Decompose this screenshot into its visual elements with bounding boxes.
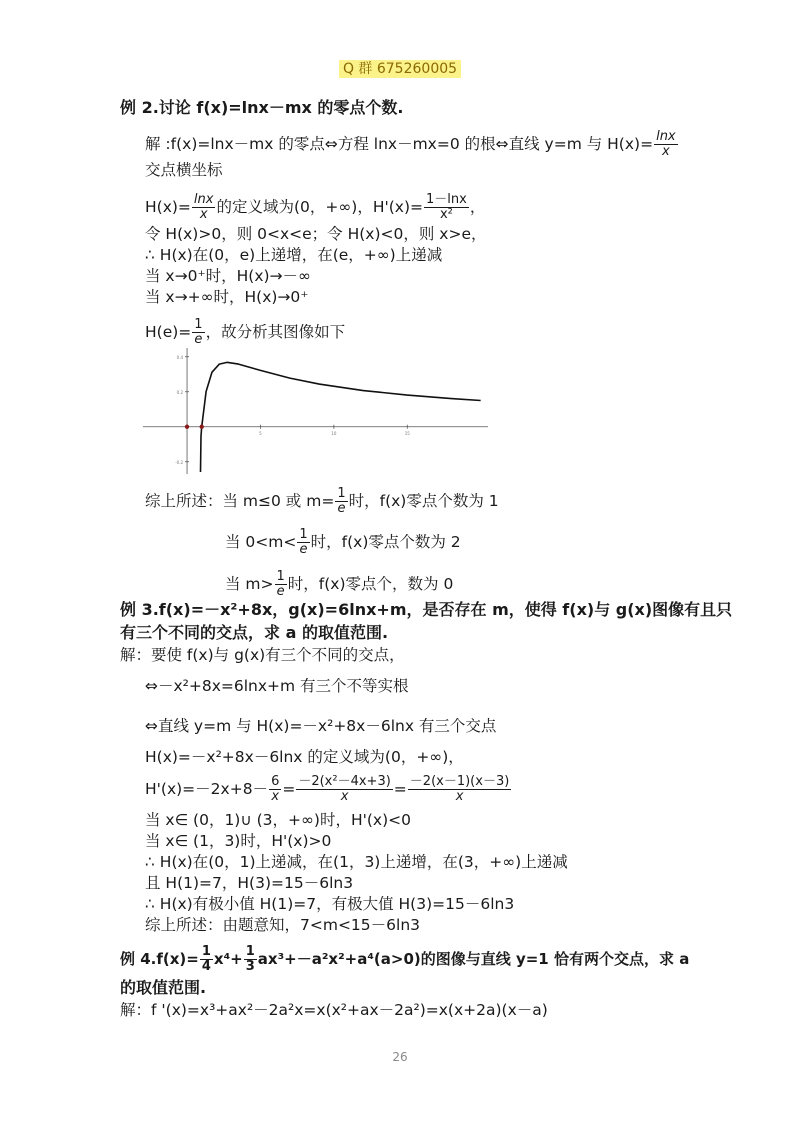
ex3-title-line1: 例 3.f(x)=－x²+8x，g(x)=6lnx+m，是否存在 m，使得 f(x)与 g(x)图像有且只 xyxy=(120,600,733,619)
x-tick-label: 10 xyxy=(331,430,337,436)
fraction: $\frac{\ln x}{x}$ xyxy=(193,192,214,222)
ex2-line2: 交点横坐标 xyxy=(145,161,223,179)
ex3-line11: 综上所述：由题意知，7<m<15－6ln3 xyxy=(145,916,421,934)
ex2-line7: 当 x→+∞时，H(x)→0⁺ xyxy=(145,288,309,306)
ex2-line6: 当 x→0⁺时，H(x)→－∞ xyxy=(145,267,311,285)
y-tick-label: -0.2 xyxy=(175,459,184,465)
ex2-summary2: 当 0<m< $\frac{1}{e}$ 时，f(x)零点个数为 2 xyxy=(225,527,461,557)
x-tick-label: 5 xyxy=(259,430,262,436)
ex3-line4: H(x)=－x²+8x－6lnx 的定义域为(0，+∞)， xyxy=(145,748,464,766)
ex3-line10: ∴ H(x)有极小值 H(1)=7，有极大值 H(3)=15－6ln3 xyxy=(145,895,515,913)
fraction: $\frac{1-\ln x}{\text{x²}}$ xyxy=(426,192,467,222)
fraction: $\frac{1}{e}$ xyxy=(276,569,285,599)
x-tick-label: 15 xyxy=(404,430,410,436)
page-number: 26 xyxy=(392,1050,408,1064)
fraction: $\frac{1}{e}$ xyxy=(299,527,308,557)
ex4-title-line2: 的取值范围. xyxy=(120,978,207,997)
ex2-summary1: 综上所述：当 m≤0 或 m= $\frac{1}{e}$ 时，f(x)零点个数为 1 xyxy=(145,486,499,516)
fraction: $\frac{1}{4}$ xyxy=(201,944,211,974)
fraction: $\frac{6}{x}$ xyxy=(271,774,280,804)
marked-point xyxy=(185,425,189,429)
ex2-title: 例 2.讨论 f(x)=lnx－mx 的零点个数. xyxy=(120,98,404,117)
function-graph xyxy=(143,348,488,474)
ex3-line8: ∴ H(x)在(0，1)上递减，在(1，3)上递增，在(3，+∞)上递减 xyxy=(145,853,568,871)
ex4-title-line1: 例 4.f(x)= $\frac{1}{4}$ x⁴+ $\frac{1}{3}$ ax³+－a²x²+a⁴(a>0)的图像与直线 y=1 恰有两个交点，求 a xyxy=(120,944,690,974)
y-tick-label: 0.2 xyxy=(176,389,184,395)
ex4-line1: 解：f '(x)=x³+ax²－2a²x=x(x²+ax－2a²)=x(x+2a)(x－a) xyxy=(120,1001,548,1019)
header-qq-group: Q 群 675260005 xyxy=(0,58,800,78)
fraction: $\frac{\ln x}{x}$ xyxy=(656,129,676,159)
ex2-line1: 解 :f(x)=lnx－mx 的零点⇔方程 lnx－mx=0 的根⇔直线 y=m 与 H(x)= $\frac{\ln x}{x}$ xyxy=(145,129,676,159)
curve-h-of-x xyxy=(201,362,481,472)
fraction: $\frac{\text{－2(x²－4x+3)}}{x}$ xyxy=(298,774,391,804)
ex3-line6: 当 x∈ (0，1)∪ (3，+∞)时，H'(x)<0 xyxy=(145,811,412,829)
ex3-line9: 且 H(1)=7，H(3)=15－6ln3 xyxy=(145,874,354,892)
marked-point xyxy=(200,425,204,429)
ex2-line4: 令 H(x)>0，则 0<x<e；令 H(x)<0，则 x>e， xyxy=(145,225,487,243)
y-tick-label: 0.4 xyxy=(176,354,184,360)
ex2-summary3: 当 m> $\frac{1}{e}$ 时，f(x)零点个，数为 0 xyxy=(225,569,454,599)
fraction: $\frac{1}{3}$ xyxy=(245,944,255,974)
ex3-line2: ⇔－x²+8x=6lnx+m 有三个不等实根 xyxy=(145,677,409,695)
ex2-line5: ∴ H(x)在(0，e)上递增，在(e，+∞)上递减 xyxy=(145,246,443,264)
ex3-line5: H'(x)=－2x+8－ $\frac{6}{x}$ = $\frac{\text{－2(x²－4x+3)}}{x}$ = $\frac{-2(x-1)(x-3)}{x}$ xyxy=(145,774,510,804)
ex2-line8: H(e)= $\frac{1}{e}$ ，故分析其图像如下 xyxy=(145,317,346,347)
fraction: $\frac{-2(x-1)(x-3)}{x}$ xyxy=(409,774,510,804)
ex3-title-line2: 有三个不同的交点，求 a 的取值范围. xyxy=(120,623,389,642)
ex3-line3: ⇔直线 y=m 与 H(x)=－x²+8x－6lnx 有三个交点 xyxy=(145,717,497,735)
ex3-line7: 当 x∈ (1，3)时，H'(x)>0 xyxy=(145,832,332,850)
ex2-line3: H(x)= $\frac{\ln x}{x}$ 的定义域为(0，+∞)，H'(x)= $\frac{1-\ln x}{\text{x²}}$ ， xyxy=(145,192,486,222)
fraction: $\frac{1}{e}$ xyxy=(337,486,346,516)
ex3-line1: 解：要使 f(x)与 g(x)有三个不同的交点， xyxy=(120,646,405,664)
fraction: $\frac{1}{e}$ xyxy=(194,317,203,347)
